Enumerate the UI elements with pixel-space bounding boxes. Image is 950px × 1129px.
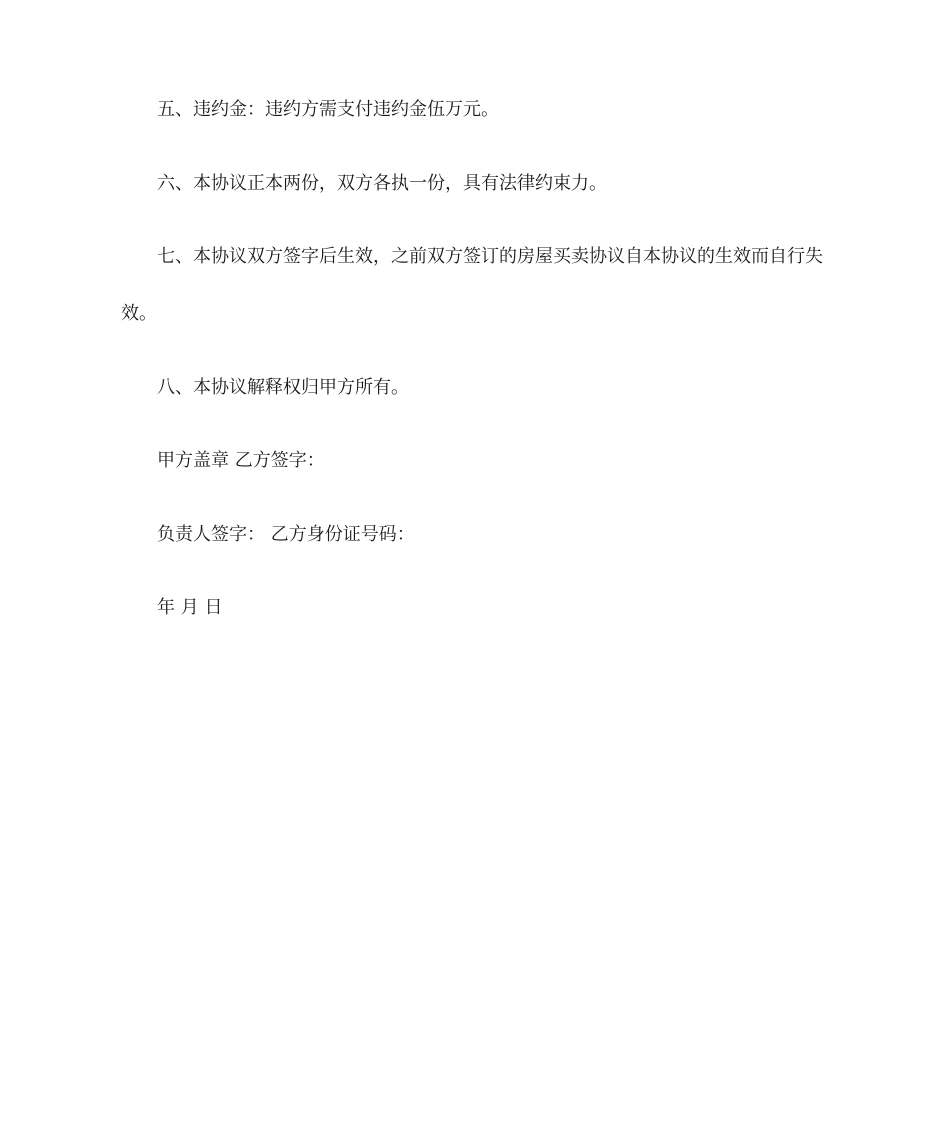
date-line: 年 月 日 xyxy=(157,597,223,618)
clause-7-effectiveness: 七、本协议双方签字后生效，之前双方签订的房屋买卖协议自本协议的生效而自行失 xyxy=(157,246,823,267)
signature-party-line: 甲方盖章 乙方签字： xyxy=(157,450,325,471)
clause-8-interpretation: 八、本协议解释权归甲方所有。 xyxy=(157,377,409,398)
clause-5-penalty: 五、违约金：违约方需支付违约金伍万元。 xyxy=(157,99,499,120)
signature-responsible-line: 负责人签字： 乙方身份证号码： xyxy=(157,524,415,545)
clause-7-continuation: 效。 xyxy=(121,303,157,324)
clause-6-copies: 六、本协议正本两份，双方各执一份，具有法律约束力。 xyxy=(157,173,607,194)
